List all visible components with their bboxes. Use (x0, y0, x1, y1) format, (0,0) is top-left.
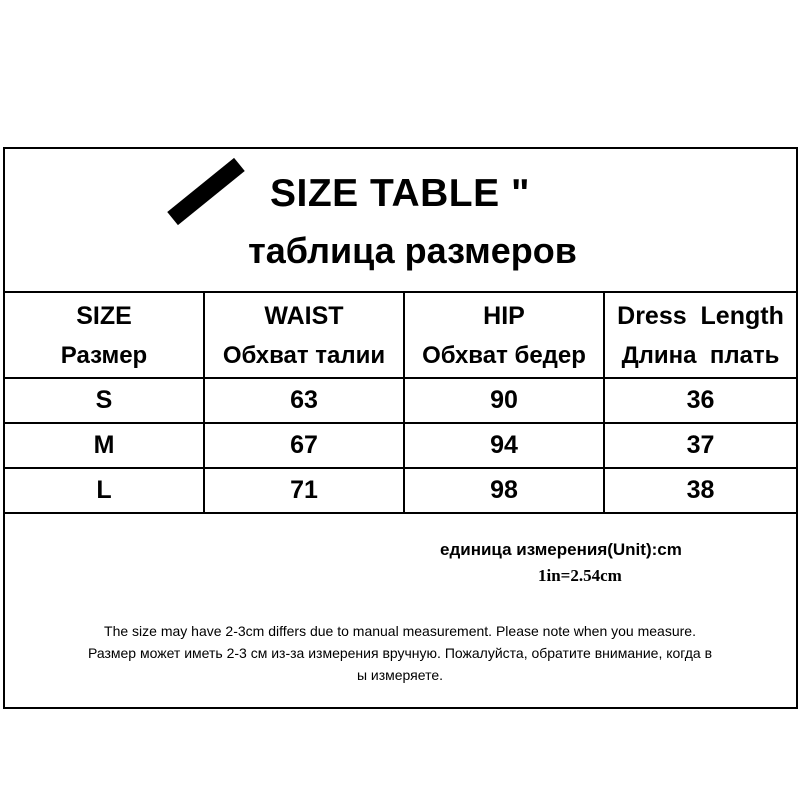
table-row (4, 378, 797, 423)
note-english: The size may have 2-3cm differs due to manual measurement. Please note when you measure. (104, 623, 696, 639)
cell-hip: 98 (404, 468, 604, 513)
cell-waist: 67 (204, 423, 404, 468)
header-size-en: SIZE (76, 302, 132, 330)
header-hip-en: HIP (483, 302, 525, 330)
table-row (4, 468, 797, 513)
cell-waist: 71 (204, 468, 404, 513)
unit-label: единица измерения(Unit):cm (440, 540, 682, 559)
cell-size: L (4, 468, 204, 513)
header-waist-en: WAIST (264, 302, 344, 330)
title-russian: таблица размеров (248, 230, 577, 271)
cell-length: 38 (604, 468, 797, 513)
note-russian-continued: ы измеряете. (356, 667, 444, 683)
table-header-row (4, 292, 797, 378)
title-english: SIZE TABLE " (270, 172, 530, 215)
cell-length: 37 (604, 423, 797, 468)
header-size-ru: Размер (60, 342, 148, 369)
size-table (3, 291, 798, 514)
measurement-note (8, 620, 792, 686)
header-dress-length-en: Dress Length (617, 302, 784, 330)
header-waist (204, 292, 404, 378)
header-dress-length (604, 292, 797, 378)
cell-length: 36 (604, 378, 797, 423)
header-hip-ru: Обхват бедер (422, 342, 586, 369)
header-waist-ru: Обхват талии (222, 342, 386, 369)
cell-hip: 94 (404, 423, 604, 468)
cell-size: S (4, 378, 204, 423)
cell-size: M (4, 423, 204, 468)
header-dress-length-ru: Длина плать (621, 342, 780, 369)
table-row (4, 423, 797, 468)
header-size (4, 292, 204, 378)
cell-waist: 63 (204, 378, 404, 423)
header-hip (404, 292, 604, 378)
cell-hip: 90 (404, 378, 604, 423)
inch-conversion: 1in=2.54cm (538, 566, 622, 585)
note-russian: Размер может иметь 2-3 см из-за измерения вручную. Пожалуйста, обратите внимание, когда в (87, 645, 713, 661)
